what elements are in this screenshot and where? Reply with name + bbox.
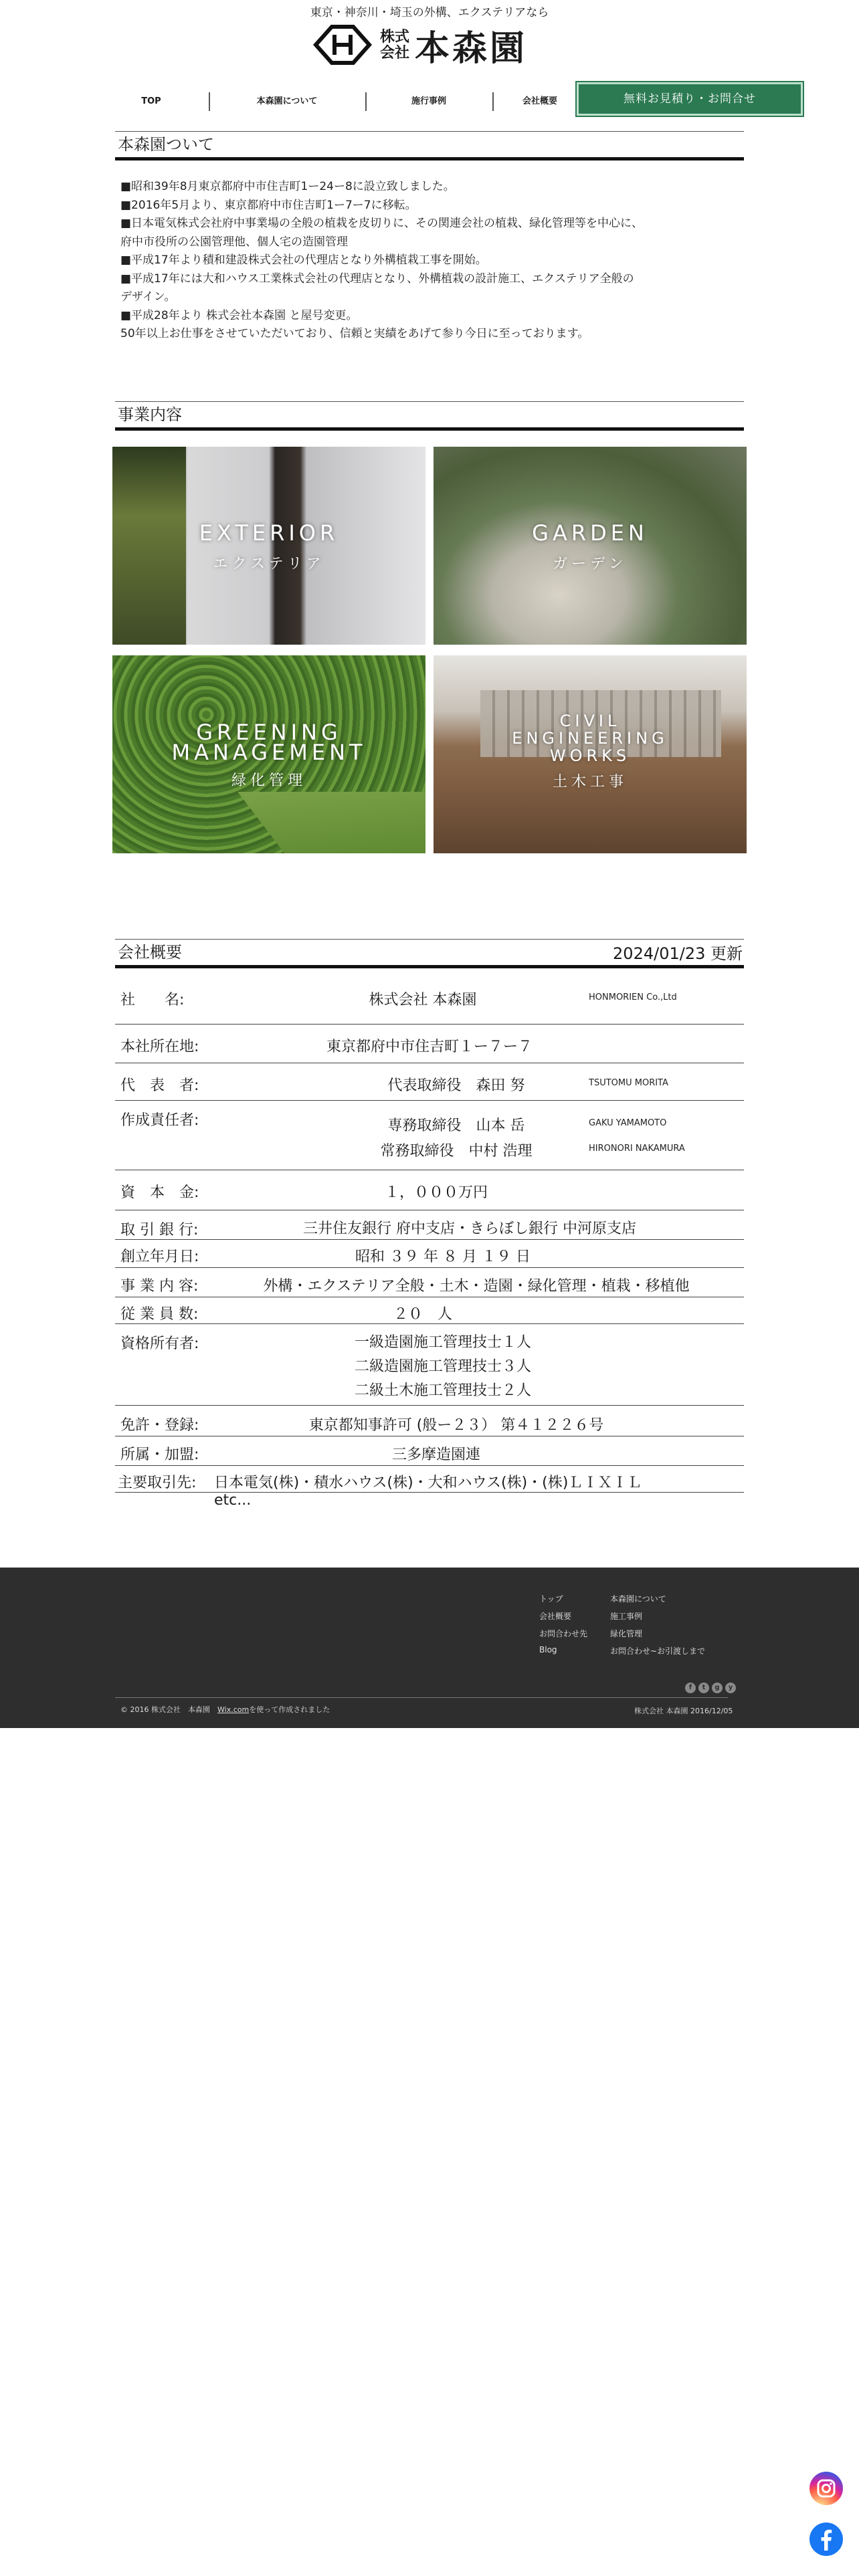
greening-label-en-2: MANAGEMENT	[171, 740, 367, 765]
footer-link-greening[interactable]: 緑化管理	[610, 1629, 643, 1638]
footer-date: 株式会社 本森園 2016/12/05	[634, 1707, 733, 1715]
footer-copyright	[120, 1704, 330, 1715]
youtube-icon[interactable]: y	[725, 1683, 736, 1693]
logo-kaisha-1: 株式	[380, 28, 410, 45]
about-text	[120, 178, 723, 344]
row-en: HONMORIEN Co.,Ltd	[589, 992, 677, 1002]
row-value: 二級土木施工管理技士２人	[354, 1382, 531, 1399]
row-en: TSUTOMU MORITA	[589, 1078, 668, 1088]
row-key: 主要取引先:	[118, 1475, 197, 1491]
civil-label-en-2: ENGINEERING	[512, 729, 668, 748]
twitter-icon[interactable]: t	[698, 1683, 709, 1693]
row-key: 免許・登録:	[120, 1417, 199, 1434]
table-row	[115, 1297, 744, 1324]
row-value: 株式会社 本森園	[369, 992, 477, 1008]
logo-mark-icon	[309, 21, 376, 68]
table-row	[115, 1466, 744, 1509]
row-key: 事 業 内 容:	[120, 1278, 199, 1295]
footer-link-blog[interactable]: Blog	[539, 1645, 557, 1654]
civil-label-en-1: CIVIL	[559, 712, 621, 730]
business-exterior-card[interactable]	[112, 447, 425, 645]
footer-link-top[interactable]: トップ	[539, 1594, 563, 1604]
row-key: 従 業 員 数:	[120, 1306, 199, 1323]
row-value: 昭和 ３９ 年 ８ 月 １９ 日	[355, 1249, 531, 1265]
row-key: 資格所有者:	[120, 1335, 199, 1352]
row-value: 三井住友銀行 府中支店・きらぼし銀行 中河原支店	[303, 1220, 636, 1237]
row-key: 作成責任者:	[120, 1112, 199, 1129]
about-line: ■日本電気株式会社府中事業場の全般の植栽を皮切りに、その関連会社の植栽、緑化管理等を中心に、	[120, 217, 644, 230]
exterior-label-jp: エクステリア	[213, 556, 325, 572]
nav-works[interactable]: 施行事例	[365, 91, 492, 112]
about-title: 本森園ついて	[115, 131, 744, 160]
about-line: ■昭和39年8月東京都府中市住吉町1ー24ー8に設立致しました。	[120, 180, 455, 193]
table-row	[115, 1025, 744, 1063]
greening-photo	[112, 792, 425, 853]
greening-label-en-1: GREENING	[196, 720, 342, 745]
nav-company[interactable]: 会社概要	[492, 91, 587, 112]
row-value: 東京都府中市住吉町１ー７ー７	[326, 1039, 533, 1055]
row-value: 常務取締役 中村 浩理	[380, 1143, 533, 1160]
about-line: ■平成28年より 株式会社本森園 と屋号変更。	[120, 308, 358, 322]
business-garden-card[interactable]	[434, 447, 747, 645]
facebook-icon[interactable]: f	[685, 1683, 696, 1693]
about-line: ■2016年5月より、東京都府中市住吉町1ー7ー7に移転。	[120, 198, 417, 212]
header-tagline: 東京・神奈川・埼玉の外構、エクステリアなら	[310, 6, 549, 19]
logo-name: 本森園	[415, 27, 528, 69]
garden-label-jp: ガーデン	[553, 556, 628, 572]
row-value: 三多摩造園連	[391, 1446, 480, 1463]
row-en: GAKU YAMAMOTO	[589, 1118, 667, 1128]
row-key: 所属・加盟:	[120, 1446, 199, 1463]
table-row	[115, 976, 744, 1025]
exterior-photo	[112, 447, 186, 645]
facebook-float-icon[interactable]	[809, 2523, 843, 2556]
row-key: 資 本 金:	[120, 1184, 199, 1201]
business-greening-card[interactable]	[112, 655, 425, 853]
footer-divider	[115, 1697, 728, 1698]
company-logo[interactable]	[309, 21, 550, 68]
about-line: 50年以上お仕事をさせていただいており、信頼と実績をあげて参り今日に至っております。	[120, 327, 589, 340]
row-en: HIRONORI NAKAMURA	[589, 1144, 685, 1154]
google-plus-icon[interactable]: g	[712, 1683, 723, 1693]
wix-suffix: を使って作成されました	[249, 1705, 330, 1714]
greening-label-jp: 緑化管理	[231, 772, 306, 789]
table-row	[115, 1101, 744, 1170]
instagram-icon[interactable]	[809, 2472, 843, 2505]
footer-link-contact[interactable]: お問合わせ先	[539, 1629, 588, 1638]
footer-link-company[interactable]: 会社概要	[539, 1612, 572, 1621]
business-title: 事業内容	[115, 401, 744, 431]
row-value: 二級造園施工管理技士３人	[354, 1358, 531, 1375]
table-row	[115, 1063, 744, 1101]
copyright-text: © 2016 株式会社 本森園	[120, 1705, 217, 1714]
about-line: ■平成17年より積和建設株式会社の代理店となり外構植栽工事を開始。	[120, 253, 487, 267]
about-line: デザイン。	[120, 290, 176, 304]
company-table	[115, 976, 744, 1509]
wix-link[interactable]: Wix.com	[217, 1705, 250, 1714]
updated-date: 2024/01/23 更新	[613, 944, 743, 963]
footer	[0, 1568, 859, 1728]
row-key: 創立年月日:	[120, 1249, 199, 1265]
footer-link-works[interactable]: 施工事例	[610, 1612, 643, 1621]
about-line: ■平成17年には大和ハウス工業株式会社の代理店となり、外構植栽の設計施工、エクステリア全般の	[120, 272, 634, 286]
row-value: 代表取締役 森田 努	[387, 1077, 525, 1094]
row-value: １，０００万円	[384, 1184, 488, 1201]
logo-kaisha-2: 会社	[380, 44, 410, 62]
table-row	[115, 1436, 744, 1466]
company-title-text: 会社概要	[118, 943, 182, 962]
footer-link-about[interactable]: 本森園について	[610, 1594, 666, 1604]
row-value: ２０ 人	[393, 1306, 452, 1323]
row-value: 外構・エクステリア全般・土木・造園・緑化管理・植栽・移植他	[263, 1278, 690, 1295]
table-row	[115, 1170, 744, 1210]
table-row	[115, 1240, 744, 1268]
company-title	[115, 939, 744, 968]
row-value: 専務取締役 山本 岳	[387, 1117, 525, 1134]
table-row	[115, 1210, 744, 1240]
row-key: 代 表 者:	[120, 1077, 199, 1094]
table-row	[115, 1324, 744, 1406]
row-value: 日本電気(株)・積水ハウス(株)・大和ハウス(株)・(株)ＬＩＸＩＬ etc...	[214, 1475, 642, 1509]
free-estimate-button[interactable]: 無料お見積り・お問合せ	[577, 82, 803, 116]
row-key: 社 名:	[120, 992, 185, 1008]
row-key: 本社所在地:	[120, 1039, 199, 1055]
business-civil-card[interactable]	[434, 655, 747, 853]
main-nav	[94, 88, 587, 115]
row-key: 取 引 銀 行:	[120, 1222, 199, 1239]
about-line: 府中市役所の公園管理他、個人宅の造園管理	[120, 235, 348, 249]
footer-link-flow[interactable]: お問合わせ~お引渡しまで	[610, 1646, 706, 1656]
nav-about[interactable]: 本森園について	[209, 91, 365, 112]
row-value: 一級造園施工管理技士１人	[354, 1334, 531, 1351]
civil-label-jp: 土木工事	[552, 774, 628, 790]
table-row	[115, 1406, 744, 1436]
civil-label-en-3: WORKS	[549, 746, 631, 765]
row-value: 東京都知事許可 (般ー２３） 第４１２２６号	[308, 1417, 604, 1434]
table-row	[115, 1268, 744, 1297]
nav-top[interactable]: TOP	[141, 96, 161, 106]
exterior-label-en: EXTERIOR	[199, 520, 339, 546]
garden-label-en: GARDEN	[532, 520, 648, 546]
